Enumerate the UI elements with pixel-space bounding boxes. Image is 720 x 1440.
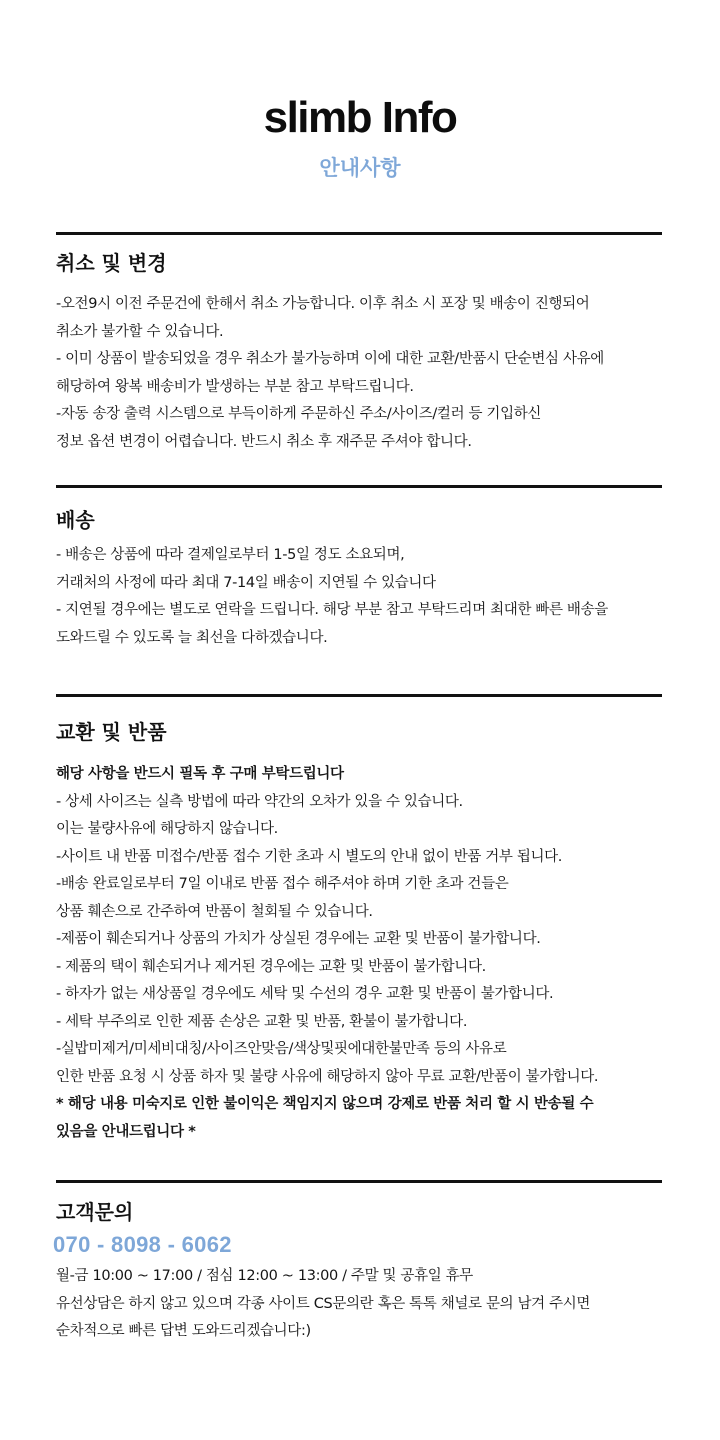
- section-divider: [56, 232, 662, 235]
- text-line: - 상세 사이즈는 실측 방법에 따라 약간의 오차가 있을 수 있습니다.: [56, 793, 463, 810]
- text-line: 이는 불량사유에 해당하지 않습니다.: [56, 821, 278, 837]
- section-title-returns: 교환 및 반품: [56, 720, 167, 744]
- text-line: -제품이 훼손되거나 상품의 가치가 상실된 경우에는 교환 및 반품이 불가합니다.: [56, 931, 541, 947]
- business-hours: 월-금 10:00 ~ 17:00 / 점심 12:00 ~ 13:00 / 주말 및 공휴일 휴무: [56, 1268, 473, 1284]
- section-title-contact: 고객문의: [56, 1200, 134, 1224]
- notice-heading: 해당 사항을 반드시 필독 후 구매 부탁드립니다: [56, 766, 344, 782]
- text-line: 상품 훼손으로 간주하여 반품이 철회될 수 있습니다.: [56, 903, 373, 920]
- text-line: - 이미 상품이 발송되었을 경우 취소가 불가능하며 이에 대한 교환/반품시 단순변심 사유에: [56, 351, 604, 367]
- disclaimer-line: * 해당 내용 미숙지로 인한 불이익은 책임지지 않으며 강제로 반품 처리 할 시 반송될 수: [56, 1096, 594, 1112]
- section-body-shipping: [56, 542, 662, 652]
- text-line: 순차적으로 빠른 답변 도와드리겠습니다:): [56, 1323, 311, 1339]
- text-line: 거래처의 사정에 따라 최대 7-14일 배송이 지연될 수 있습니다: [56, 574, 436, 591]
- section-body-cancel: [56, 291, 662, 456]
- text-line: - 지연될 경우에는 별도로 연락을 드립니다. 해당 부분 참고 부탁드리며 최대한 빠른 배송을: [56, 602, 608, 618]
- section-divider: [56, 694, 662, 697]
- text-line: 해당하여 왕복 배송비가 발생하는 부분 참고 부탁드립니다.: [56, 378, 414, 395]
- section-title-shipping: 배송: [56, 508, 95, 532]
- section-divider: [56, 1180, 662, 1183]
- text-line: -사이트 내 반품 미접수/반품 접수 기한 초과 시 별도의 안내 없이 반품 거부 됩니다.: [56, 848, 563, 865]
- page-header: [0, 92, 720, 182]
- section-body-returns: [56, 761, 662, 1146]
- contact-phone-number[interactable]: 070 - 8098 - 6062: [53, 1232, 232, 1257]
- section-title-cancel: 취소 및 변경: [56, 251, 167, 275]
- text-line: 유선상담은 하지 않고 있으며 각종 사이트 CS문의란 혹은 톡톡 채널로 문의 남겨 주시면: [56, 1295, 591, 1312]
- text-line: - 배송은 상품에 따라 결제일로부터 1-5일 정도 소요되며,: [56, 547, 405, 563]
- section-body-contact: [56, 1263, 662, 1346]
- text-line: -자동 송장 출력 시스템으로 부득이하게 주문하신 주소/사이즈/컬러 등 기입하신: [56, 406, 542, 422]
- section-divider: [56, 485, 662, 488]
- text-line: - 하자가 없는 새상품일 경우에도 세탁 및 수선의 경우 교환 및 반품이 불가합니다.: [56, 986, 554, 1002]
- text-line: - 제품의 택이 훼손되거나 제거된 경우에는 교환 및 반품이 불가합니다.: [56, 958, 486, 975]
- brand-title: slimb Info: [263, 93, 457, 142]
- text-line: 도와드릴 수 있도록 늘 최선을 다하겠습니다.: [56, 629, 328, 646]
- text-line: 취소가 불가할 수 있습니다.: [56, 323, 224, 340]
- text-line: -오전9시 이전 주문건에 한해서 취소 가능합니다. 이후 취소 시 포장 및 배송이 진행되어: [56, 296, 590, 312]
- disclaimer-line: 있음을 안내드립니다 *: [56, 1123, 196, 1140]
- text-line: 정보 옵션 변경이 어렵습니다. 반드시 취소 후 재주문 주셔야 합니다.: [56, 433, 472, 450]
- text-line: 인한 반품 요청 시 상품 하자 및 불량 사유에 해당하지 않아 무료 교환/반품이 불가합니다.: [56, 1068, 599, 1085]
- text-line: - 세탁 부주의로 인한 제품 손상은 교환 및 반품, 환불이 불가합니다.: [56, 1013, 468, 1030]
- page-subtitle: 안내사항: [319, 156, 401, 180]
- text-line: -실밥미제거/미세비대칭/사이즈안맞음/색상및핏에대한불만족 등의 사유로: [56, 1041, 507, 1057]
- text-line: -배송 완료일로부터 7일 이내로 반품 접수 해주셔야 하며 기한 초과 건들은: [56, 876, 509, 892]
